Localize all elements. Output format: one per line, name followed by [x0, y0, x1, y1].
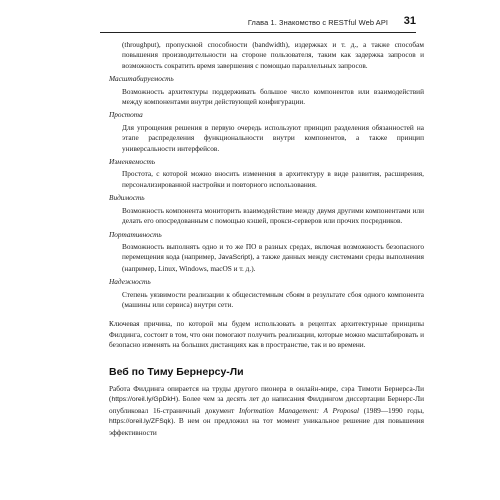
definition-text: ), а также данных между системами среды выполнения (например, Linux, Windows, macOS и т. д.).	[122, 252, 424, 273]
page-body	[109, 40, 424, 438]
property-item	[109, 157, 424, 190]
property-term: Надежность	[109, 277, 151, 287]
property-item	[109, 230, 424, 275]
summary-paragraph: Ключевая причина, по которой мы будем использовать в рецептах архитектурные принципы Филдинга, состоит в том, что они помогают получить реализации, которые можно масштабировать и безопасно изменять на больших дистанциях как в пространстве, так и во времени.	[109, 319, 424, 350]
section-paragraph	[109, 384, 424, 438]
section-heading: Веб по Тиму Бернерсу-Ли	[109, 365, 244, 378]
document-title: Information Management: A Proposal	[238, 405, 360, 415]
property-item	[109, 193, 424, 226]
property-definition	[109, 242, 424, 274]
property-definition: Простота, с которой можно вносить изменения в архитектуру в виде развития, расширения, персонализированной настройки и повторного использования.	[122, 169, 424, 189]
paragraph-text: (1989—1990 годы,	[359, 405, 424, 415]
paragraph-text: Работа Филдинга опирается на труды другого пионера в онлайн-мире, сэра Тимоти Бернерса-Ли (	[109, 383, 424, 404]
property-item	[109, 110, 424, 154]
url-link[interactable]: https://oreil.ly/ZFSqk	[109, 418, 171, 426]
property-definition: Для упрощения решения в первую очередь используют принцип разделения обязанностей на этапе распределения функциональности внутри компонентов, а также принцип универсальности интерфейсов.	[122, 122, 424, 153]
definition-text: Возможность выполнять одно и то же ПО в разных средах, включая возможность безопасного перемещения кода (например,	[122, 241, 424, 262]
property-term: Простота	[109, 110, 143, 120]
running-header	[100, 16, 416, 33]
property-term: Изменяемость	[109, 157, 156, 167]
property-definition: Возможность архитектуры поддерживать большое число компонентов или взаимодействий между компонентами внутри действующей конфигурации.	[122, 86, 424, 107]
property-list	[109, 74, 424, 310]
code-term: JavaScript	[218, 254, 250, 262]
url-link[interactable]: https://oreil.ly/GpDkH	[111, 396, 176, 404]
property-definition: Степень уязвимости реализации к общесистемным сбоям в результате сбоя одного компонента (машины или сервиса) внутри сети.	[122, 289, 424, 309]
paragraph-text: ). Более чем за десять лет до написания Филдингом диссертации Бернерс-Ли опубликовал 16-страничный документ	[109, 394, 424, 415]
property-item	[109, 74, 424, 107]
property-term: Масштабируемость	[109, 74, 174, 84]
page-number: 31	[403, 15, 416, 27]
property-definition: Возможность компонента мониторить взаимодействие между двумя другими компонентами или делать его опосредованным с помощью кэшей, прокси-серверов или прочих посредников.	[122, 205, 424, 226]
property-term: Видимость	[109, 193, 145, 203]
chapter-title: Глава 1. Знакомство с RESTful Web API	[247, 18, 388, 27]
property-term: Портативность	[109, 229, 162, 239]
intro-continuation: (throughput), пропускной способности (bandwidth), издержках и т. д., а также способам повышения производительности на стороне пользователя, таким как задержка запросов и возможность сократить время завершения с помощью параллельных запросов.	[122, 40, 424, 70]
property-item	[109, 277, 424, 310]
paragraph-text: ). В нем он предложил на тот момент уникальное решение для повышения эффективности	[109, 416, 424, 437]
